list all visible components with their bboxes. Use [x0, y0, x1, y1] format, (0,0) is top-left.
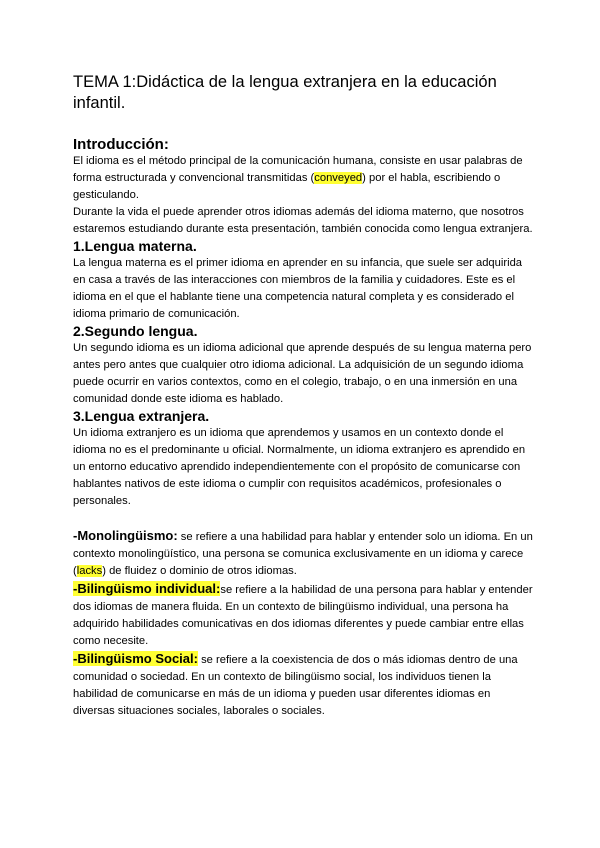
document-title: TEMA 1:Didáctica de la lengua extranjera en la educación infantil.: [73, 73, 497, 112]
section-heading-lengua-extranjera: 3.Lengua extranjera.: [73, 408, 210, 424]
monolinguismo-text-after: ) de fluidez o dominio de otros idiomas.: [102, 565, 297, 577]
bilinguismo-social-text: se refiere a la coexistencia de dos o más idiomas dentro de una comunidad o sociedad. En un contexto de bilingüismo social, los individuos tienen la habilidad de comunicarse en más de un idioma y pueden usar diferentes idiomas en diversas situaciones sociales, laborales o sociales.: [73, 654, 518, 717]
monolinguismo-text-before: se refiere a una habilidad para hablar y entender solo un idioma. En un contexto monolingüístico, una persona se comunica exclusivamente en un idioma y carece (: [73, 531, 533, 577]
term-bilinguismo-individual: -Bilingüismo individual:: [73, 581, 221, 596]
term-monolinguismo: -Monolingüismo:: [73, 528, 178, 543]
highlight-lacks: lacks: [76, 565, 103, 577]
section-heading-lengua-materna: 1.Lengua materna.: [73, 238, 197, 254]
document-body: [73, 136, 533, 720]
section-heading-segundo-lengua: 2.Segundo lengua.: [73, 323, 198, 339]
definition-bilinguismo-social: [73, 650, 533, 720]
definition-monolinguismo: [73, 527, 533, 580]
intro-paragraph-2: Durante la vida el puede aprender otros idiomas además del idioma materno, que nosotros estaremos estudiando durante esta presentación, también conocida como lengua extranjera.: [73, 206, 533, 235]
section-text-lengua-materna: La lengua materna es el primer idioma en aprender en su infancia, que suele ser adquirida en casa a través de las interacciones con miembros de la familia y cuidadores. Este es el idioma en el que el hablante tiene una competencia natural completa y es considerado el idioma primario de comunicación.: [73, 257, 523, 320]
term-bilinguismo-social: -Bilingüismo Social:: [73, 651, 198, 666]
definition-bilinguismo-individual: [73, 580, 533, 650]
section-text-segundo-lengua: Un segundo idioma es un idioma adicional que aprende después de su lengua materna pero antes pero antes que cualquier otro idioma adicional. La adquisición de un segundo idioma puede ocurrir en varios contextos, como en el colegio, trabajo, o en una inmersión en una comunidad donde este idioma es hablado.: [73, 342, 532, 405]
paragraph-spacer: [73, 510, 533, 527]
intro-heading: Introducción:: [73, 136, 169, 153]
bilinguismo-individual-text: se refiere a la habilidad de una persona para hablar y entender dos idiomas de manera fluida. En un contexto de bilingüismo individual, una persona ha adquirido habilidades comunicativas en dos idiomas diferentes y puede cambiar entre ellas como necesite.: [73, 584, 533, 647]
intro-p1-text-after: ) por el habla, escribiendo o gesticulando.: [73, 172, 501, 201]
highlight-conveyed: conveyed: [314, 172, 363, 184]
section-text-lengua-extranjera: Un idioma extranjero es un idioma que aprendemos y usamos en un contexto donde el idioma no es el predominante u oficial. Normalmente, un idioma extranjero es aprendido en un entorno educativo aprendido independientemente con el propósito de comunicarse con hablantes nativos de este idioma o cumplir con requisitos académicos, profesionales o personales.: [73, 427, 526, 507]
intro-paragraph-1: [73, 153, 533, 204]
intro-p1-text-before: El idioma es el método principal de la comunicación humana, consiste en usar palabras de forma estructurada y convencional transmitidas (: [73, 155, 523, 184]
